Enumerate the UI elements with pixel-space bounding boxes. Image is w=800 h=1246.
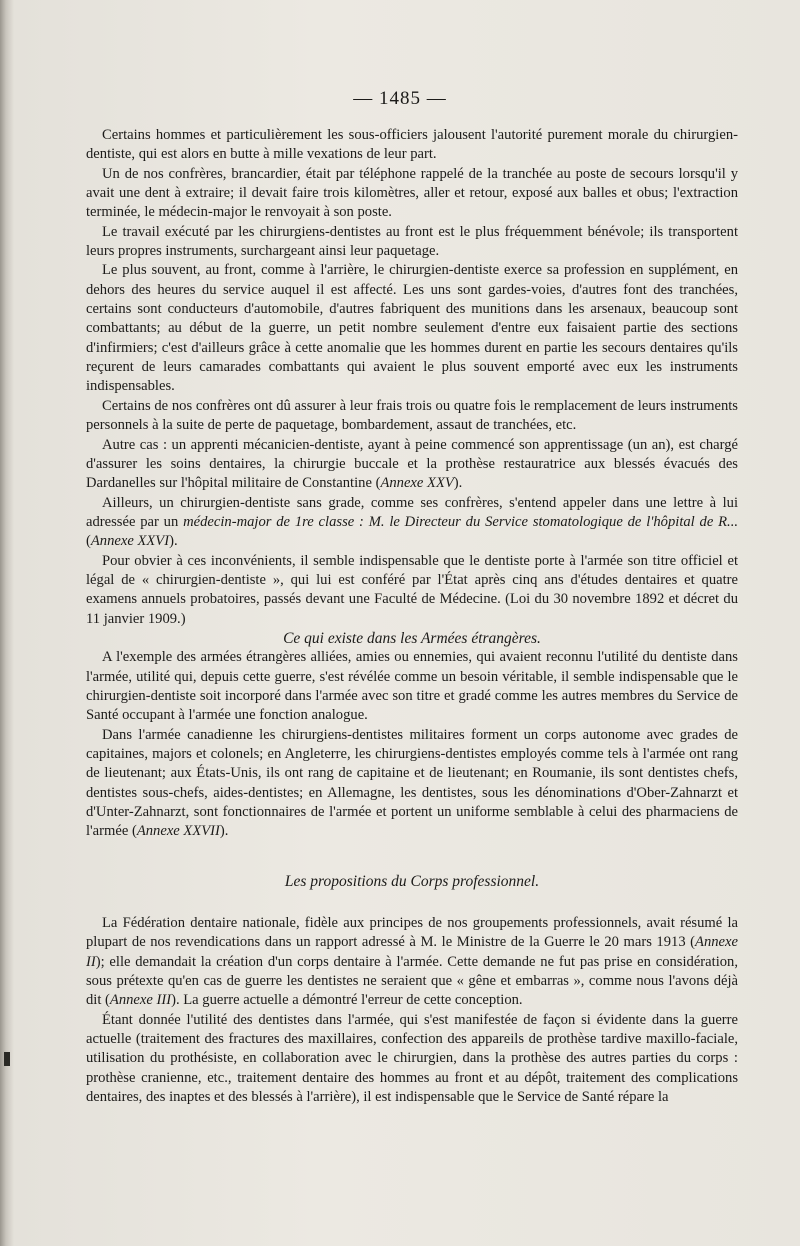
annex-reference: Annexe XXVI [90, 533, 170, 550]
page-number: — 1485 — [353, 88, 447, 109]
margin-mark [4, 1052, 10, 1066]
paragraph-text: La Fédération dentaire nationale, fidèle aux principes de nos groupements professionnels, avait résumé la plupart de nos revendications dans un rapport adressé à M. le Ministre de la Guerre le 20 mars 1913 ( [86, 915, 738, 951]
italic-quote: médecin-major de 1re classe : M. le Directeur du Service stomatologique de l'hôpital de R... [183, 513, 738, 530]
paragraph-text: ). [453, 475, 463, 492]
annex-reference: Annexe XXV [380, 475, 454, 492]
section-heading: Les propositions du Corps professionnel. [284, 872, 540, 890]
paragraph-text: Ailleurs, un chirurgien-dentiste sans grade, comme ses confrères, s'entend appeler dans une lettre à lui adressée par un [86, 494, 738, 530]
paragraph-autre-cas [86, 436, 738, 494]
paragraph-ailleurs [86, 494, 738, 552]
paragraph: Un de nos confrères, brancardier, était par téléphone rappelé de la tranchée au poste de secours lorsqu'il y avait une dent à extraire; il devait faire trois kilomètres, aller et retour, exposé aux balles et obus; l'extraction terminée, le médecin-major le renvoyait à son poste. [86, 165, 738, 221]
paragraph: Certains de nos confrères ont dû assurer à leur frais trois ou quatre fois le remplacement de leurs instruments personnels à la suite de perte de paquetage, bombardement, assaut de tranchées, etc. [86, 397, 738, 434]
section-heading: Ce qui existe dans les Armées étrangères. [283, 629, 541, 647]
annex-reference: Annexe III [109, 992, 172, 1009]
paragraph: Étant donnée l'utilité des dentistes dans l'armée, qui s'est manifestée de façon si évidente dans la guerre actuelle (traitement des fractures des maxillaires, confection des appareils de prothèse tardive maxillo-faciale, utilisation du prothésiste, en collaboration avec le chirurgien, dans la prothèse des autres parties du corps : prothèse cranienne, etc., traitement dentaire des hommes au front et au dépôt, traitement des complications dentaires, des inaptes et des blessés à l'arrière), il est indispensable que le Service de Santé répare la [86, 1011, 738, 1106]
paragraph: Le travail exécuté par les chirurgiens-dentistes au front est le plus fréquemment bénévole; ils transportent leurs propres instruments, surchargeant ainsi leur paquetage. [86, 223, 738, 260]
paragraph-text: ). La guerre actuelle a démontré l'erreur de cette conception. [171, 992, 523, 1009]
body-text [86, 126, 738, 1108]
paragraph-text: ( [86, 533, 91, 550]
paragraph-federation [86, 914, 738, 1011]
paragraph-text: Autre cas : un apprenti mécanicien-dentiste, ayant à peine commencé son apprentissage (un an), est chargé d'assurer les soins dentaires, la chirurgie buccale et la prothèse restauratrice aux blessés évacués des Dardanelles sur l'hôpital militaire de Constantine ( [86, 436, 738, 492]
paragraph-text: ). [219, 823, 229, 840]
paragraph-text: Dans l'armée canadienne les chirurgiens-dentistes militaires forment un corps autonome avec grades de capitaines, majors et colonels; en Angleterre, les chirurgiens-dentistes employés comme tels à l'armée ont rang de lieutenant; aux États-Unis, ils ont rang de capitaine et de lieutenant; en Roumanie, ils sont dentistes chefs, dentistes sous-chefs, aides-dentistes; en Allemagne, les dentistes, sous les dénominations d'Ober-Zahnarzt et d'Unter-Zahnarzt, sont fonctionnaires de l'armée et portent un uniforme semblable à celui des pharmaciens de l'armée ( [86, 726, 738, 840]
paragraph: Pour obvier à ces inconvénients, il semble indispensable que le dentiste porte à l'armée son titre officiel et légal de « chirurgien-dentiste », qui lui est conféré par l'État après cinq ans d'études dentaires et quatre examens annuels probatoires, passés devant une Faculté de Médecine. (Loi du 30 novembre 1892 et décret du 11 janvier 1909.) [86, 552, 738, 627]
annex-reference: Annexe XXVII [136, 823, 220, 840]
paragraph-text: ). [169, 533, 178, 550]
paragraph: Certains hommes et particulièrement les sous-officiers jalousent l'autorité purement morale du chirurgien-dentiste, qui est alors en butte à mille vexations de leur part. [86, 127, 738, 163]
paragraph: Le plus souvent, au front, comme à l'arrière, le chirurgien-dentiste exerce sa profession en supplément, en dehors des heures du service auquel il est affecté. Les uns sont gardes-voies, d'autres font des tranchées, certains sont conducteurs d'automobile, d'autres fabriquent des munitions dans les arsenaux, beaucoup sont combattants; au début de la guerre, un petit nombre seulement d'entre eux faisaient partie des sections d'infirmiers; c'est d'ailleurs grâce à cette anomalie que les hommes durent en partie les secours dentaires qu'ils reçurent de leurs camarades combattants qui avaient le plus souvent emporté avec eux les instruments indispensables. [86, 262, 738, 395]
paragraph-canadienne [86, 726, 738, 842]
paragraph: A l'exemple des armées étrangères alliées, amies ou ennemies, qui avaient reconnu l'utilité du dentiste dans l'armée, utilité qui, depuis cette guerre, s'est révélée comme un besoin véritable, il semble indispensable que le chirurgien-dentiste soit incorporé dans l'armée avec son titre et gradé comme les autres membres du Service de Santé occupant à l'armée une fonction analogue. [86, 649, 738, 724]
paragraph-text: ); elle demandait la création d'un corps dentaire à l'armée. Cette demande ne fut pas prise en considération, sous prétexte qu'en cas de guerre les dentistes ne seraient que « gêne et embarras », comme nous l'avons déjà dit ( [86, 953, 738, 1009]
annex-reference: Annexe II [86, 934, 738, 970]
